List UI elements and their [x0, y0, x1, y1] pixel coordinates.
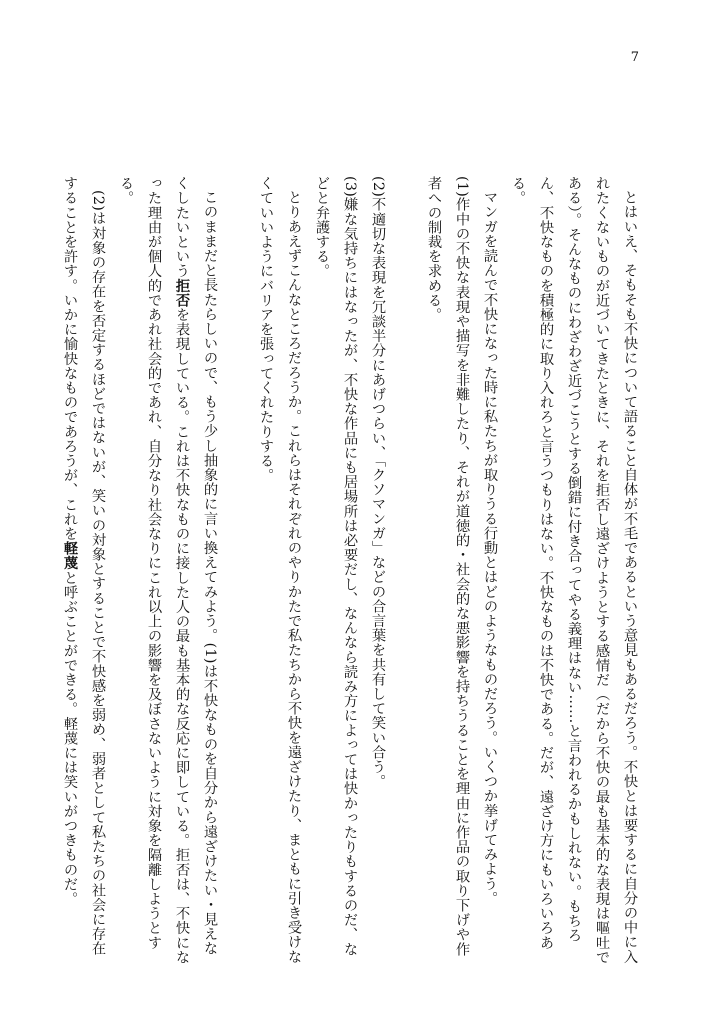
list-item-1: (1)作中の不快な表現や描写を非難したり、それが道徳的・社会的な悪影響を持ちうることを理由に作品の取り下げや作者への制裁を求める。: [426, 176, 470, 957]
term-rejection: 拒否: [174, 278, 190, 308]
paragraph-1: とはいえ、そもそも不快について語ること自体が不毛であるという意見もあるだろう。不快とは要するに自分の中に入れたくないものが近づいてきたときに、それを拒否し遠ざけようとする感情だ（だから不快の最も基本的な表現は嘔吐である）。そんなものにわざわざ近づこうとする倒錯に付き合ってやる義理はない……と言われるかもしれない。もちろん、不快なものを積極的に取り入れろと言うつもりはない。不快なものは不快である。だが、遠ざけ方にもいろいろある。: [510, 176, 638, 965]
term-contempt: 軽蔑: [62, 541, 78, 571]
paragraph-5-before: (2)は対象の存在を否定するほどではないが、笑いの対象とすることで不快感を弱め、弱者として私たちの社会に存在することを許す。いかに愉快なものであろうが、これを: [62, 176, 106, 957]
paragraph-2: マンガを読んで不快になった時に私たちが取りうる行動とはどのようなものだろう。いくつか挙げてみよう。: [482, 190, 498, 906]
paragraph-4-after: を表現している。これは不快なものに接した人の最も基本的な反応に即している。拒否は、不快になった理由が個人的であれ社会的であれ、自分なり社会なりにこれ以上の影響を及ぼさないように対象を隔離しようとする。: [118, 176, 190, 965]
paragraph-4-before: このままだと長たらしいので、もう少し抽象的に言い換えてみよう。(1)は不快なものを自分から遠ざけたい・見えなくしたいという: [174, 176, 218, 957]
paragraph-4: [112, 176, 224, 966]
paragraph-3: とりあえずこんなところだろうか。これらはそれぞれのやりかたで私たちから不快を遠ざけたり、まともに引き受けなくていいようにバリアを張ってくれたりする。: [258, 176, 302, 965]
body-text: [64, 176, 644, 966]
page-number: 7: [630, 50, 639, 65]
paragraph-5-after: と呼ぶことができる。軽蔑には笑いがつきものだ。: [62, 570, 78, 907]
list-item-3: (3)嫌な気持ちにはなったが、不快な作品にも居場所は必要だし、なんなら読み方によっては快かったりもするのだ、などと弁護する。: [314, 176, 358, 957]
paragraph-5: [56, 176, 112, 966]
list-item-2: (2)不適切な表現を冗談半分にあげつらい、「クソマンガ」などの合言葉を共有して笑い合う。: [370, 176, 386, 789]
